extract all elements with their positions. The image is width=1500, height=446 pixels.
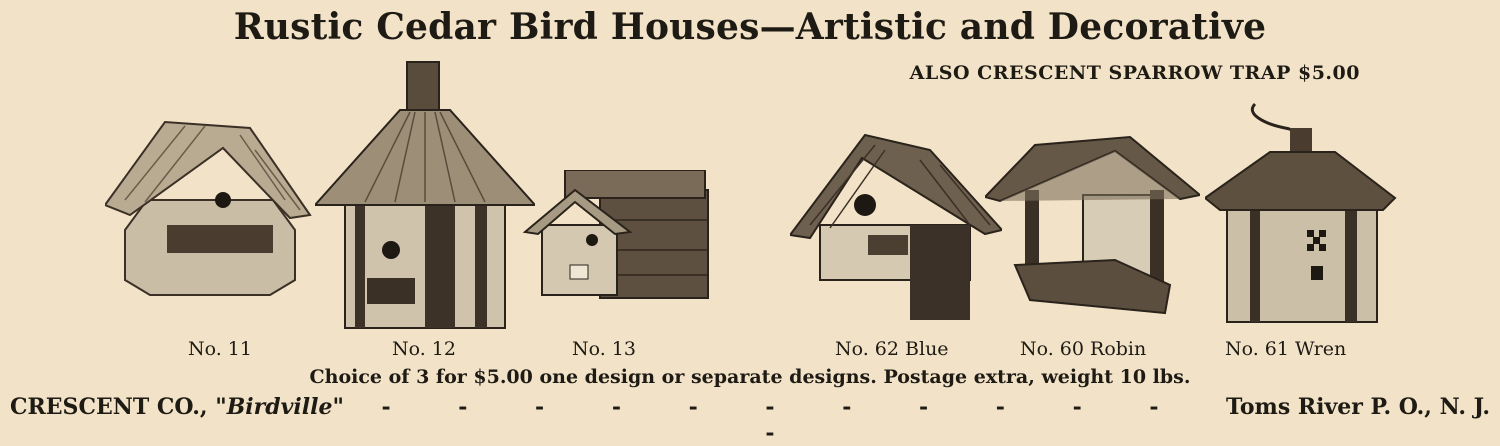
birdhouse-no-11-image — [105, 120, 315, 300]
caption-no-62-blue: No. 62 Blue — [835, 338, 949, 360]
price-offer-text: Choice of 3 for $5.00 one design or separate designs. Postage extra, weight 10 lbs. — [309, 366, 1191, 388]
birdhouse-no-13-image — [520, 170, 715, 305]
birdhouse-no-61-wren-image — [1205, 100, 1400, 325]
birdhouse-no-62-blue-image — [790, 130, 1002, 325]
company-location: Toms River P. O., N. J. — [1226, 394, 1490, 420]
footer — [10, 394, 1490, 446]
birdville-label: "Birdville" — [215, 394, 344, 420]
company-label: CRESCENT CO., — [10, 394, 208, 420]
caption-no-60-robin: No. 60 Robin — [1020, 338, 1147, 360]
ad-headline: Rustic Cedar Bird Houses—Artistic and Decorative — [233, 6, 1267, 48]
caption-no-11: No. 11 — [188, 338, 252, 360]
birdhouse-no-60-robin-image — [985, 135, 1200, 325]
caption-no-12: No. 12 — [392, 338, 456, 360]
footer-dash-leader: - - - - - - - - - - - - — [381, 394, 1189, 446]
company-name — [10, 394, 344, 420]
birdhouse-no-12-image — [315, 60, 535, 330]
sparrow-trap-note: ALSO CRESCENT SPARROW TRAP $5.00 — [909, 62, 1360, 84]
caption-no-13: No. 13 — [572, 338, 636, 360]
caption-no-61-wren: No. 61 Wren — [1225, 338, 1347, 360]
